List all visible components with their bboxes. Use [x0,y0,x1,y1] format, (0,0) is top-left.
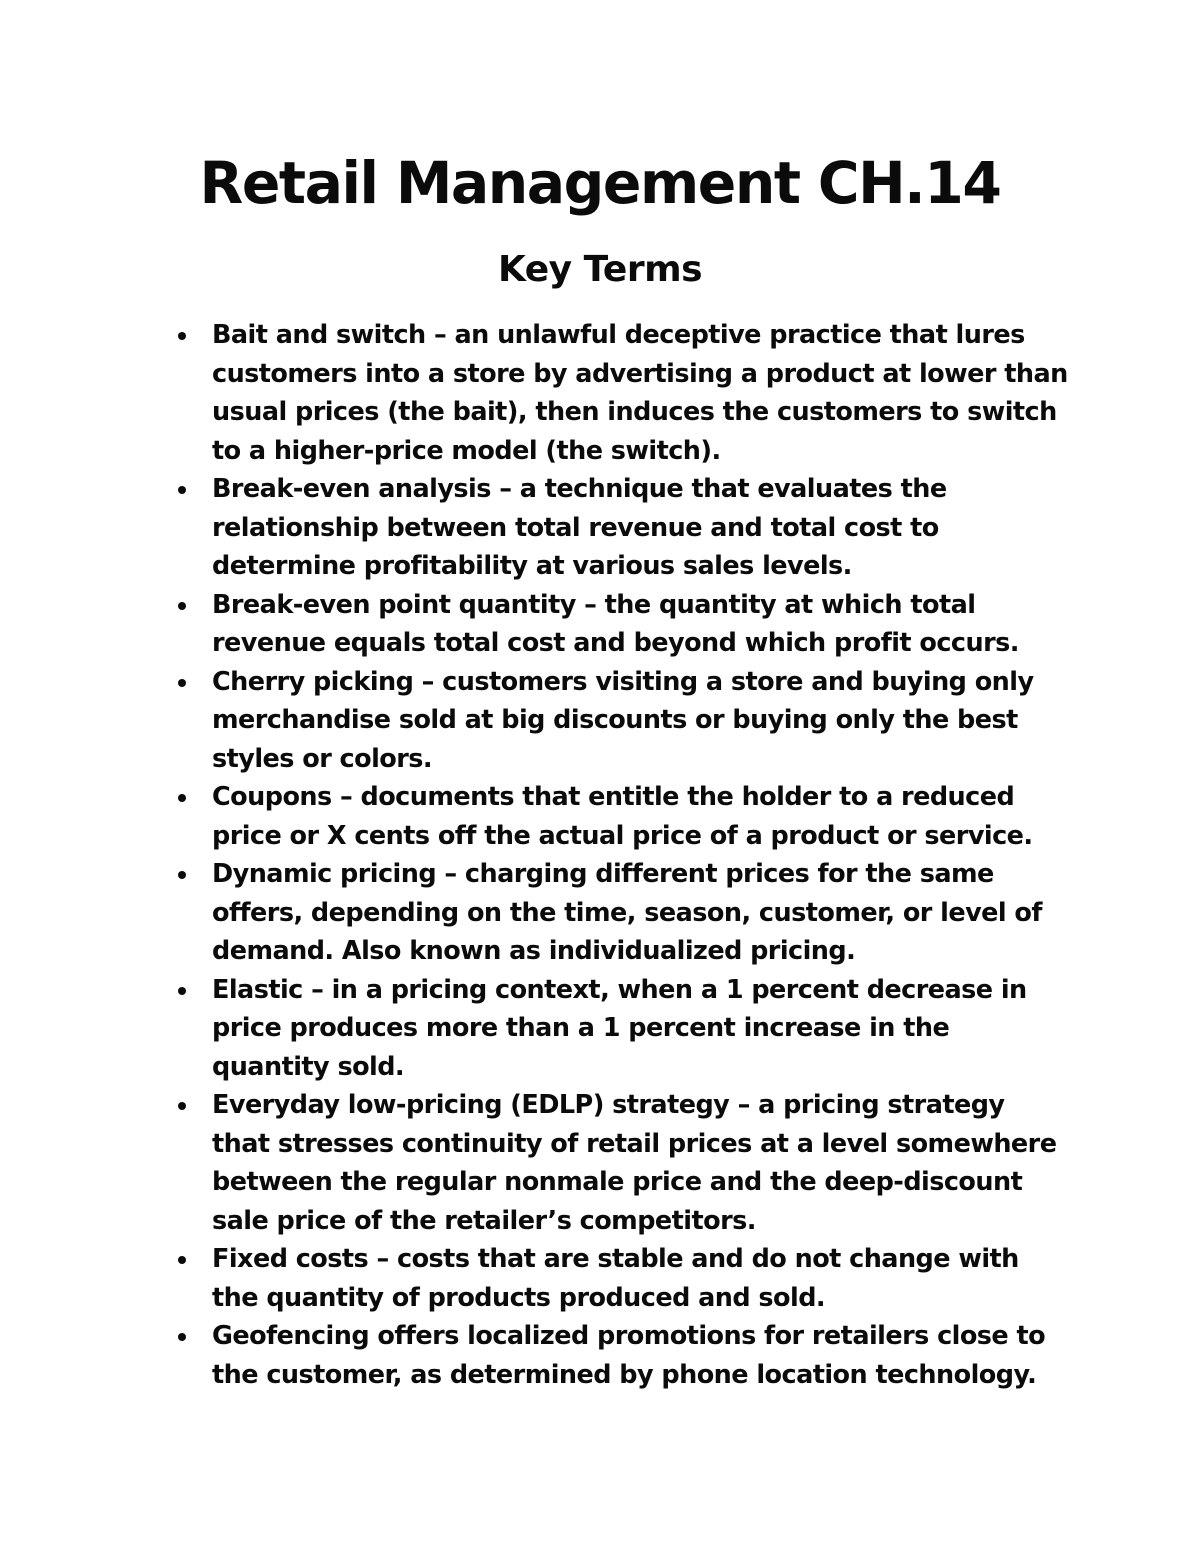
list-item [168,586,1068,663]
list-item [168,855,1068,971]
term-text: Break-even point quantity – the quantity at which total revenue equals total cost and beyond which profit occurs. [212,589,1019,658]
key-terms-list [168,316,1068,1394]
bullet-icon [178,987,186,995]
bullet-icon [178,1333,186,1341]
term-text: Elastic – in a pricing context, when a 1 percent decrease in price produces more than a 1 percent increase in the quantity sold. [212,974,1027,1082]
section-heading: Key Terms [497,249,703,290]
list-item [168,663,1068,779]
bullet-icon [178,1256,186,1264]
bullet-icon [178,679,186,687]
term-text: Cherry picking – customers visiting a store and buying only merchandise sold at big discounts or buying only the best styles or colors. [212,666,1034,774]
list-item [168,971,1068,1087]
term-text: Break-even analysis – a technique that evaluates the relationship between total revenue and total cost to determine profitability at various sales levels. [212,474,947,581]
bullet-icon [178,332,186,340]
term-text: Coupons – documents that entitle the holder to a reduced price or X cents off the actual price of a product or service. [212,782,1033,851]
bullet-icon [178,602,186,610]
bullet-icon [178,871,186,879]
term-text: Fixed costs – costs that are stable and do not change with the quantity of products produced and sold. [212,1244,1019,1313]
bullet-icon [178,486,186,494]
page-title: Retail Management CH.14 [199,149,1001,217]
list-item [168,470,1068,586]
list-item [168,1317,1068,1394]
list-item [168,1240,1068,1317]
list-item [168,316,1068,470]
term-text: Everyday low-pricing (EDLP) strategy – a pricing strategy that stresses continuity of retail prices at a level somewhere between the regular nonmale price and the deep-discount sale price of the retailer’s competitors. [212,1090,1057,1236]
bullet-icon [178,794,186,802]
term-text: Bait and switch – an unlawful deceptive practice that lures customers into a store by advertising a product at lower than usual prices (the bait), then induces the customers to switch to a higher-price model (the switch). [212,320,1068,466]
bullet-icon [178,1102,186,1110]
list-item [168,1086,1068,1240]
term-text: Dynamic pricing – charging different prices for the same offers, depending on the time, season, customer, or level of demand. Also known as individualized pricing. [212,859,1042,966]
term-text: Geofencing offers localized promotions for retailers close to the customer, as determined by phone location technology. [212,1321,1046,1390]
list-item [168,778,1068,855]
